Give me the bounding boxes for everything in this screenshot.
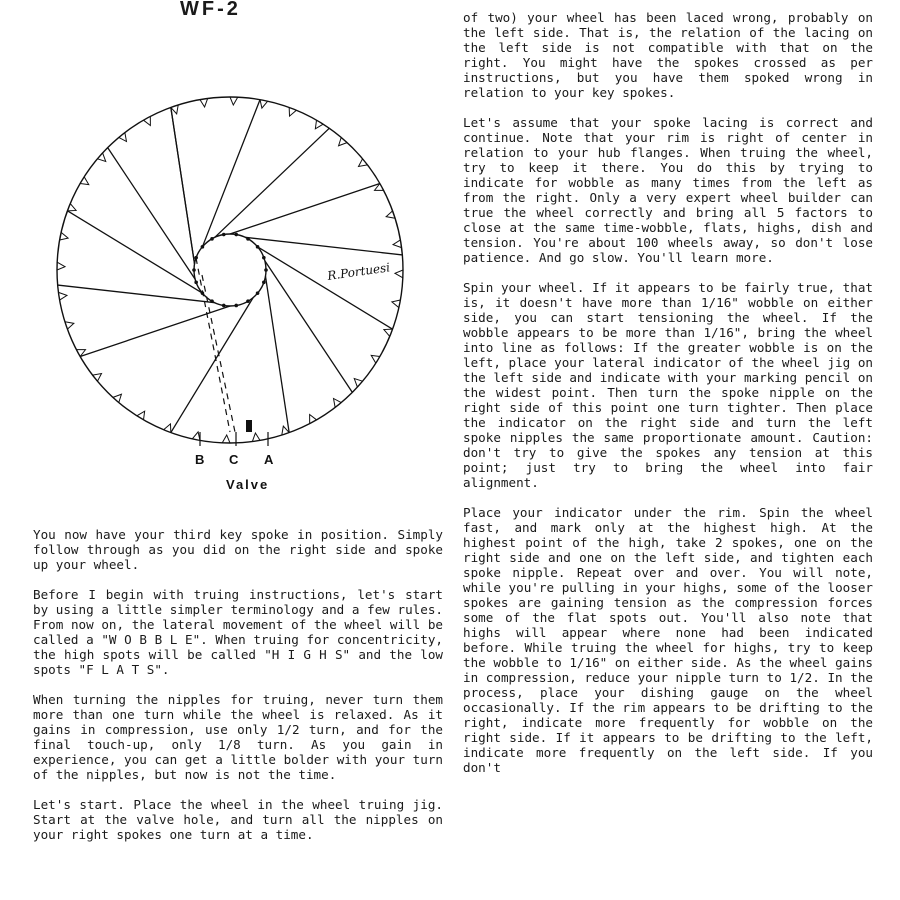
rim-mark <box>57 262 65 270</box>
signature: R.Portuesi <box>326 260 391 283</box>
dashed-spoke-c <box>202 275 235 432</box>
spoke <box>171 298 253 433</box>
label-a: A <box>264 452 274 467</box>
left-text-column <box>33 527 443 857</box>
rim-mark <box>222 435 230 443</box>
spoke <box>245 237 402 255</box>
rim-mark <box>395 270 403 278</box>
spoke <box>108 148 196 280</box>
spoke <box>80 306 230 357</box>
hub-dot <box>256 291 260 295</box>
paragraph: Let's start. Place the wheel in the wheel truing jig. Start at the valve hole, and turn all the nipples on your right spokes one turn at a time. <box>33 797 443 842</box>
right-text-column <box>463 10 873 790</box>
spoke <box>67 211 202 293</box>
hub-dot <box>192 268 196 272</box>
hub-dot <box>222 304 226 308</box>
spoke <box>202 100 260 247</box>
hub-dot <box>194 281 198 285</box>
hub-dot <box>262 256 266 260</box>
figure-title: WF-2 <box>180 0 241 20</box>
hub-dot <box>264 268 268 272</box>
rim-mark <box>230 97 238 105</box>
spoke <box>258 247 393 329</box>
hub-dot <box>222 233 226 237</box>
paragraph: Place your indicator under the rim. Spin the wheel fast, and mark only at the highest high. At the highest point of the high, take 2 spokes, one on the right side and one on the left side, and tighten each spoke nipple. Repeat over and over. You will note, while you're pulling in your highs, some of the looser spokes are gaining tension as the compression forces some of the flat spots out. You'll also note that highs will appear where none had been indicated before. While truing the wheel for highs, try to keep the wobble to 1/16" on either side. As the wheel gains in compression, reduce your nipple turn to 1/2. In the process, place your dishing gauge on the wheel occasionally. If the rim appears to be drifting to the right, indicate more frequently for wobble on the right side. If it appears to be drifting to the left, indicate more frequently on the left side. If you don't <box>463 505 873 775</box>
hub-dot <box>262 281 266 285</box>
hub-dot <box>246 299 250 303</box>
hub-dot <box>234 233 238 237</box>
paragraph: of two) your wheel has been laced wrong, probably on the left side. That is, the relation of the lacing on the left side is not compatible with that on the right. You might have the spokes crossed as per instructions, but you have them spoked wrong in relation to your key spokes. <box>463 10 873 100</box>
paragraph: When turning the nipples for truing, never turn them more than one turn while the wheel is relaxed. As it gains in compression, use only 1/2 turn, and for the final touch-up, only 1/8 turn. As you gain in experience, you can get a little bolder with your turn of the nipples, but now is not the time. <box>33 692 443 782</box>
wheel-hub <box>194 234 266 306</box>
wheel-diagram <box>40 30 440 500</box>
spoke <box>215 128 330 237</box>
spoke <box>58 285 215 303</box>
label-b: B <box>195 452 205 467</box>
spoke <box>265 276 289 432</box>
spoke <box>230 184 380 235</box>
valve-stem <box>246 420 252 432</box>
hub-dot <box>210 237 214 241</box>
paragraph: You now have your third key spoke in position. Simply follow through as you did on the right side and spoke up your wheel. <box>33 527 443 572</box>
spoke <box>171 107 195 263</box>
paragraph: Let's assume that your spoke lacing is correct and continue. Note that your rim is right of center in relation to your hub flanges. When truing the wheel, try to keep it there. You do this by trying to indicate for wobble as many times from the left as from the right. Only a very expert wheel builder can true the wheel correctly and bring all 5 factors to close at the same time-wobble, flats, highs, dish and tension. You're about 100 wheels away, so don't lose patience. And go slow. You'll learn more. <box>463 115 873 265</box>
label-c: C <box>229 452 239 467</box>
hub-dot <box>234 304 238 308</box>
paragraph: Before I begin with truing instructions, let's start by using a little simpler terminology and a few rules. From now on, the lateral movement of the wheel will be called a "W O B B L E". When truing for concentricity, the high spots will be called "H I G H S" and the low spots "F L A T S". <box>33 587 443 677</box>
valve-label: Valve <box>226 477 270 492</box>
paragraph: Spin your wheel. If it appears to be fairly true, that is, it doesn't have more than 1/16" wobble on either side, you can start tensioning the wheel. If the wobble appears to be more than 1/16", bring the wheel into line as follows: If the greater wobble is on the left, place your lateral indicator of the wheel jig on the left side and indicate with your marking pencil on the widest point. Then turn the spoke nipple on the right side of this point one turn tighter. Then place the indicator on the right side and turn the left spoke nipples the same proportionate amount. Caution: don't try to give the spokes any tension at this point; just try to bring the wheel into fair alignment. <box>463 280 873 490</box>
